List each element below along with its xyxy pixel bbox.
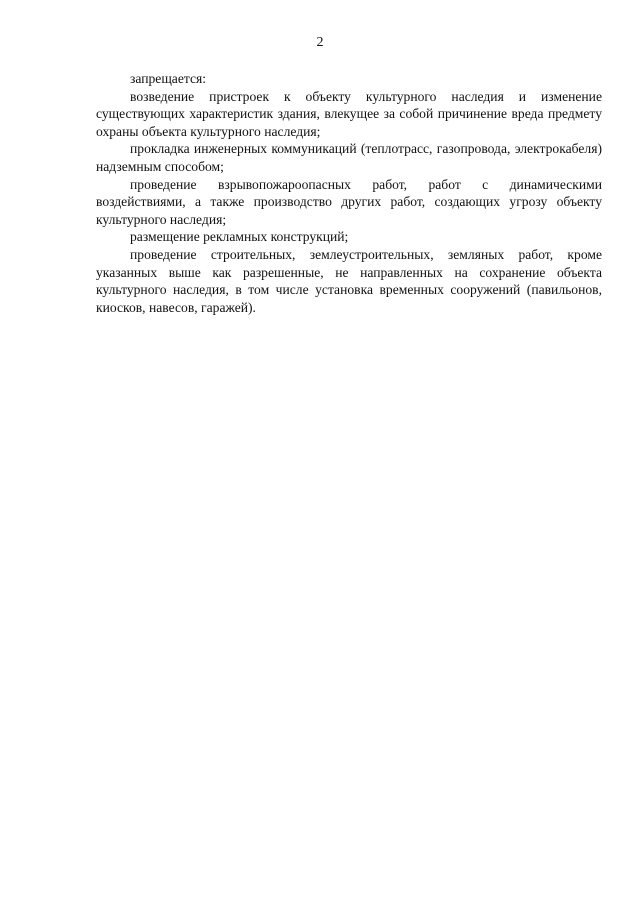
document-body: [96, 70, 602, 316]
page-number: 2: [316, 35, 324, 50]
paragraph-extensions: возведение пристроек к объекту культурного наследия и изменение существующих характеристик здания, влекущее за собой причинение вреда предмету охраны объекта культурного наследия;: [96, 88, 602, 139]
paragraph-advertising: размещение рекламных конструкций;: [130, 229, 349, 245]
paragraph-utilities: прокладка инженерных коммуникаций (теплотрасс, газопровода, электрокабеля) надземным способом;: [96, 141, 602, 174]
paragraph-hazardous-works: проведение взрывопожароопасных работ, работ с динамическими воздействиями, а также производство других работ, создающих угрозу объекту культурного наследия;: [96, 176, 602, 227]
paragraph-prohibited-intro: запрещается:: [130, 71, 207, 86]
paragraph-construction: проведение строительных, землеустроительных, земляных работ, кроме указанных выше как разрешенные, не направленных на сохранение объекта культурного наследия, в том числе установка временных сооружений (павильонов, киосков, навесов, гаражей).: [96, 246, 602, 315]
